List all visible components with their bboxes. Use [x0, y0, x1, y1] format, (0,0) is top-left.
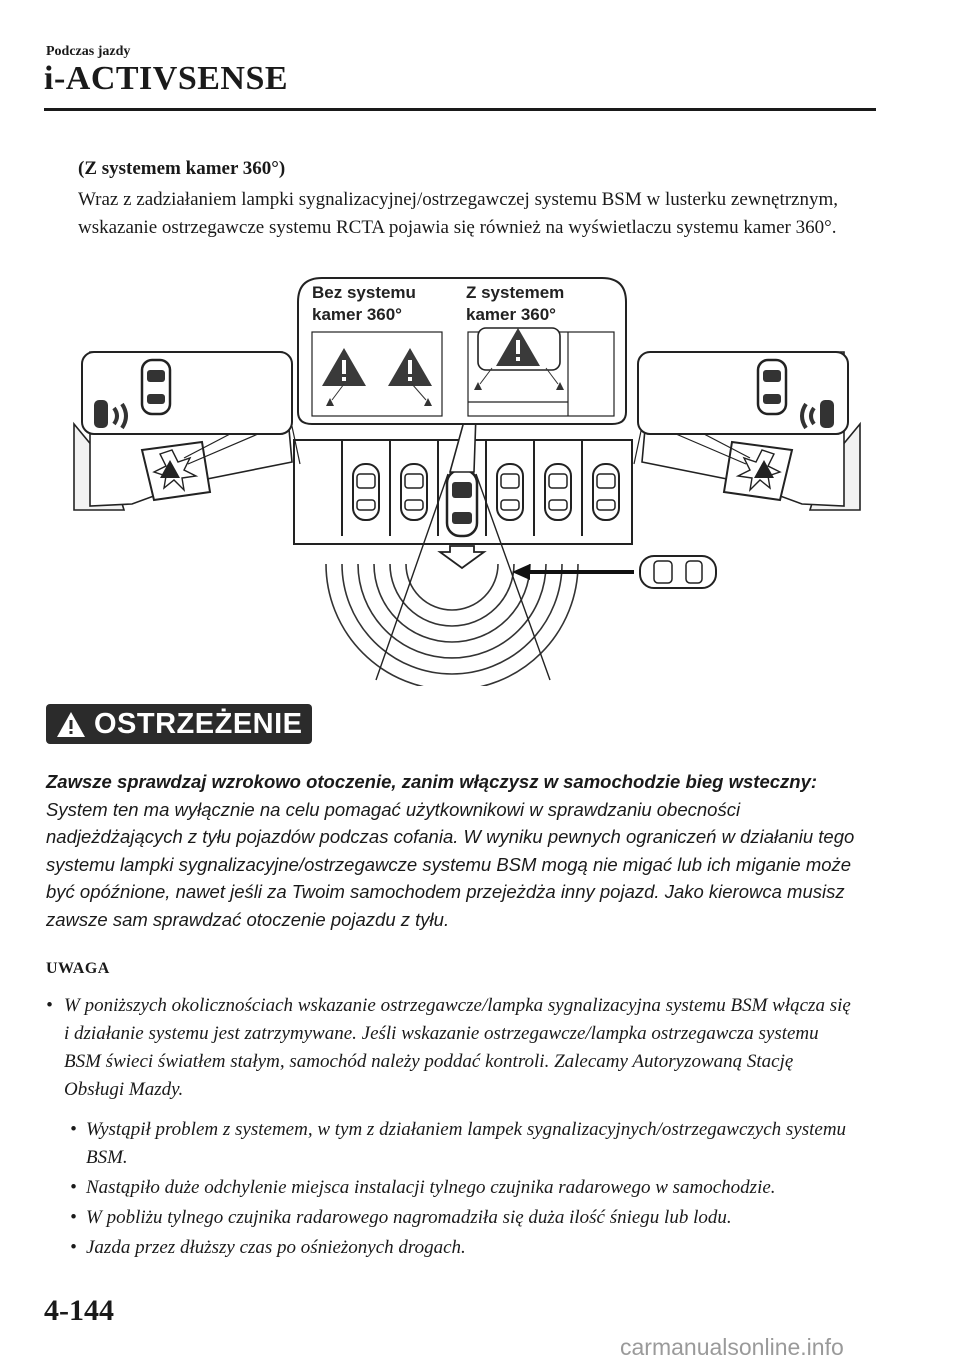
- list-item: • Wystąpił problem z systemem, w tym z działaniem lampek sygnalizacyjnych/ostrzegawczych systemu BSM.: [70, 1119, 847, 1168]
- section-label: Podczas jazdy: [46, 44, 131, 59]
- label-without-360-line2: kamer 360°: [312, 305, 402, 324]
- page-number: 4-144: [44, 1294, 114, 1327]
- warning-heading: Zawsze sprawdzaj wzrokowo otoczenie, zanim włączysz w samochodzie bieg wsteczny:: [46, 771, 818, 792]
- list-item: • Jazda przez dłuższy czas po ośnieżonych drogach.: [70, 1237, 466, 1258]
- header-divider: [44, 108, 876, 111]
- warning-body: System ten ma wyłącznie na celu pomagać użytkownikowi w sprawdzaniu obecności nadjeżdżających z tyłu pojazdów podczas cofania. W wyniku pewnych ograniczeń w działaniu tego systemu lampki sygnalizacyjne/ostrzegawcze systemu BSM mogą nie migać lub ich miganie może być opóźnione, nawet jeśli za Twoim samochodem przejeżdża inny pojazd. Jako kierowca musisz zawsze sam sprawdzać otoczenie pojazdu z tyłu.: [46, 798, 855, 930]
- watermark: carmanualsonline.info: [620, 1334, 844, 1360]
- warning-text: [46, 768, 876, 933]
- reverse-arrow: [440, 546, 484, 568]
- label-with-360-line1: Z systemem: [466, 283, 565, 302]
- conditions-list: [70, 1116, 860, 1264]
- label-with-360-line2: kamer 360°: [466, 305, 556, 324]
- radar-arcs: [326, 564, 578, 686]
- intro-paragraph: Wraz z zadziałaniem lampki sygnalizacyjnej/ostrzegawczej systemu BSM w lusterku zewnętrznym, wskazanie ostrzegawcze systemu RCTA pojawia się również na wyświetlaczu systemu kamer 360°.: [78, 189, 839, 238]
- approaching-car: [640, 556, 716, 588]
- note-intro-text: W poniższych okolicznościach wskazanie ostrzegawcze/lampka sygnalizacyjna systemu BSM włącza się i działanie systemu jest zatrzymywane. Jeśli wskazanie ostrzegawcze/lampka ostrzegawcza systemu BSM świeci światłem stałym, samochód należy poddać kontroli. Zalecamy Autoryzowaną Stację Obsługi Mazdy.: [64, 995, 851, 1100]
- list-item: • Nastąpiło duże odchylenie miejsca instalacji tylnego czujnika radarowego w samochodzie.: [70, 1177, 776, 1198]
- warning-label: OSTRZEŻENIE: [94, 707, 303, 740]
- display-panel: [298, 278, 626, 424]
- reversing-car: [447, 470, 477, 536]
- note-label: UWAGA: [46, 960, 110, 977]
- intro-subheading: (Z systemem kamer 360°): [78, 158, 286, 179]
- note-intro: [46, 992, 856, 1104]
- warning-banner: [46, 704, 312, 744]
- page-title: i-ACTIVSENSE: [44, 60, 289, 97]
- warning-triangle-icon: [56, 711, 86, 738]
- rcta-illustration: [72, 274, 862, 686]
- left-mirror-view: [74, 352, 300, 510]
- right-mirror-view: [634, 352, 860, 510]
- list-item: • W pobliżu tylnego czujnika radarowego nagromadziła się duża ilość śniegu lub lodu.: [70, 1207, 732, 1228]
- bullet: •: [46, 995, 53, 1016]
- label-without-360-line1: Bez systemu: [312, 283, 416, 302]
